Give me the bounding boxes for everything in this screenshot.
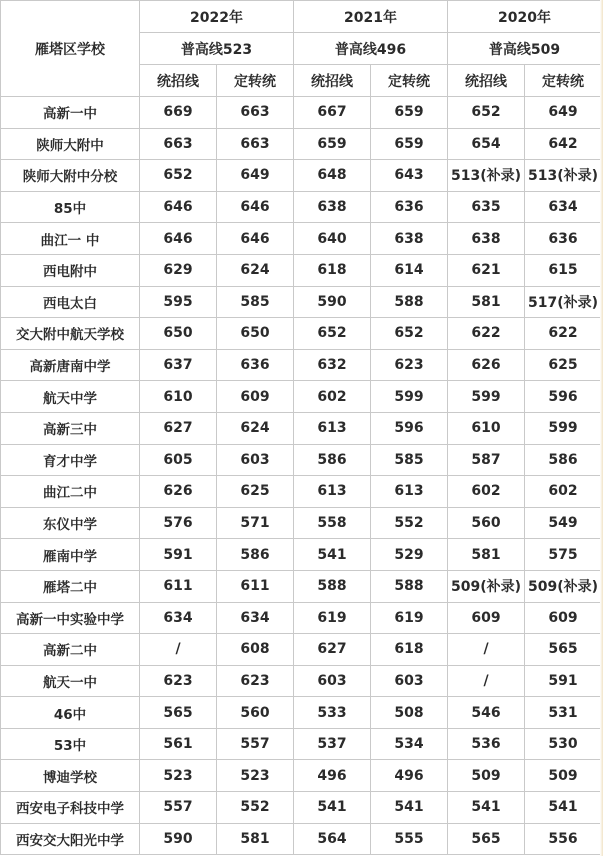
- score-cell: 536: [448, 728, 525, 760]
- score-cell: 646: [140, 223, 217, 255]
- score-cell: 623: [371, 349, 448, 381]
- score-cell: 638: [448, 223, 525, 255]
- score-cell: 509(补录): [525, 570, 602, 602]
- table-row: [1, 349, 602, 381]
- score-cell: 603: [217, 444, 294, 476]
- school-name-cell: 陕师大附中: [1, 128, 140, 160]
- table-row: [1, 634, 602, 666]
- school-name-cell: 高新一中: [1, 97, 140, 129]
- school-name-cell: 高新三中: [1, 412, 140, 444]
- school-name-cell: 东仪中学: [1, 507, 140, 539]
- score-cell: 523: [217, 760, 294, 792]
- score-cell: 529: [371, 539, 448, 571]
- score-cell: 663: [217, 97, 294, 129]
- school-name-cell: 西电太白: [1, 286, 140, 318]
- score-cell: 614: [371, 254, 448, 286]
- score-cell: 637: [140, 349, 217, 381]
- sub-header-unified: 统招线: [140, 65, 217, 97]
- school-name-cell: 陕师大附中分校: [1, 160, 140, 192]
- score-cell: 608: [217, 634, 294, 666]
- score-cell: 642: [525, 128, 602, 160]
- score-cell: 626: [140, 476, 217, 508]
- score-cell: 615: [525, 254, 602, 286]
- score-cell: 541: [294, 539, 371, 571]
- score-cell: 513(补录): [448, 160, 525, 192]
- score-cell: 625: [217, 476, 294, 508]
- table-row: [1, 160, 602, 192]
- score-cell: 531: [525, 697, 602, 729]
- score-cell: 552: [371, 507, 448, 539]
- table-row: [1, 286, 602, 318]
- school-name-cell: 53中: [1, 728, 140, 760]
- score-cell: 585: [371, 444, 448, 476]
- score-cell: 650: [217, 318, 294, 350]
- score-cell: /: [448, 634, 525, 666]
- table-row: [1, 728, 602, 760]
- score-cell: 561: [140, 728, 217, 760]
- score-cell: 557: [140, 792, 217, 824]
- score-cell: 610: [140, 381, 217, 413]
- score-cell: 623: [217, 665, 294, 697]
- school-name-cell: 航天中学: [1, 381, 140, 413]
- score-cell: 652: [140, 160, 217, 192]
- score-cell: 599: [448, 381, 525, 413]
- score-cell: 560: [217, 697, 294, 729]
- score-cell: 663: [140, 128, 217, 160]
- score-cell: 634: [140, 602, 217, 634]
- score-cell: 541: [371, 792, 448, 824]
- school-name-cell: 交大附中航天学校: [1, 318, 140, 350]
- score-cell: 652: [294, 318, 371, 350]
- score-cell: 623: [140, 665, 217, 697]
- year-header-2020: 2020年: [448, 1, 602, 33]
- score-cell: 603: [371, 665, 448, 697]
- header-row-years: [1, 1, 602, 33]
- score-cell: 581: [448, 286, 525, 318]
- score-cell: 622: [448, 318, 525, 350]
- score-cell: 636: [217, 349, 294, 381]
- year-header-2021: 2021年: [294, 1, 448, 33]
- sub-header-unified: 统招线: [294, 65, 371, 97]
- score-cell: 590: [140, 823, 217, 855]
- score-cell: 595: [140, 286, 217, 318]
- school-name-cell: 航天一中: [1, 665, 140, 697]
- score-cell: 613: [294, 412, 371, 444]
- score-cell: 558: [294, 507, 371, 539]
- score-cell: 581: [448, 539, 525, 571]
- table-row: [1, 191, 602, 223]
- score-cell: 649: [525, 97, 602, 129]
- score-cell: 586: [217, 539, 294, 571]
- score-cell: 576: [140, 507, 217, 539]
- score-cell: 629: [140, 254, 217, 286]
- score-cell: 636: [371, 191, 448, 223]
- score-cell: 648: [294, 160, 371, 192]
- school-name-cell: 西安交大阳光中学: [1, 823, 140, 855]
- score-cell: 622: [525, 318, 602, 350]
- score-cell: 659: [371, 97, 448, 129]
- score-cell: 609: [525, 602, 602, 634]
- score-cell: 634: [217, 602, 294, 634]
- score-cell: 635: [448, 191, 525, 223]
- table-row: [1, 539, 602, 571]
- table-row: [1, 697, 602, 729]
- score-cell: 609: [448, 602, 525, 634]
- school-name-cell: 85中: [1, 191, 140, 223]
- score-cell: 659: [371, 128, 448, 160]
- table-row: [1, 476, 602, 508]
- score-cell: 618: [294, 254, 371, 286]
- table-row: [1, 318, 602, 350]
- score-cell: 654: [448, 128, 525, 160]
- school-name-cell: 曲江二中: [1, 476, 140, 508]
- school-name-cell: 高新唐南中学: [1, 349, 140, 381]
- score-cell: 591: [525, 665, 602, 697]
- score-cell: 565: [448, 823, 525, 855]
- table-header: [1, 1, 602, 97]
- score-cell: 587: [448, 444, 525, 476]
- score-cell: 667: [294, 97, 371, 129]
- score-cell: 621: [448, 254, 525, 286]
- line-header-2021: 普高线496: [294, 33, 448, 65]
- school-name-cell: 博迪学校: [1, 760, 140, 792]
- score-cell: 565: [140, 697, 217, 729]
- school-name-cell: 雁塔二中: [1, 570, 140, 602]
- score-cell: 552: [217, 792, 294, 824]
- score-cell: 640: [294, 223, 371, 255]
- sub-header-transfer: 定转统: [371, 65, 448, 97]
- score-cell: 541: [294, 792, 371, 824]
- score-cell: 602: [294, 381, 371, 413]
- school-name-cell: 雁南中学: [1, 539, 140, 571]
- school-name-cell: 曲江一 中: [1, 223, 140, 255]
- score-cell: 586: [294, 444, 371, 476]
- score-cell: 555: [371, 823, 448, 855]
- score-cell: 625: [525, 349, 602, 381]
- score-cell: 560: [448, 507, 525, 539]
- score-cell: 659: [294, 128, 371, 160]
- table-body: [1, 97, 602, 855]
- score-cell: 591: [140, 539, 217, 571]
- score-cell: 646: [217, 223, 294, 255]
- score-cell: 650: [140, 318, 217, 350]
- score-cell: 496: [294, 760, 371, 792]
- score-cell: 611: [140, 570, 217, 602]
- score-cell: 556: [525, 823, 602, 855]
- score-cell: 509: [525, 760, 602, 792]
- score-cell: 586: [525, 444, 602, 476]
- school-name-cell: 46中: [1, 697, 140, 729]
- score-cell: 590: [294, 286, 371, 318]
- score-cell: 632: [294, 349, 371, 381]
- score-cell: 646: [140, 191, 217, 223]
- score-cell: 588: [294, 570, 371, 602]
- school-name-cell: 高新二中: [1, 634, 140, 666]
- score-cell: 613: [371, 476, 448, 508]
- score-cell: 509: [448, 760, 525, 792]
- score-cell: 508: [371, 697, 448, 729]
- score-cell: 599: [525, 412, 602, 444]
- score-cell: 523: [140, 760, 217, 792]
- score-cell: 627: [294, 634, 371, 666]
- score-cell: /: [448, 665, 525, 697]
- table-row: [1, 570, 602, 602]
- score-cell: 575: [525, 539, 602, 571]
- school-name-cell: 高新一中实验中学: [1, 602, 140, 634]
- line-header-2022: 普高线523: [140, 33, 294, 65]
- sub-header-unified: 统招线: [448, 65, 525, 97]
- score-cell: 537: [294, 728, 371, 760]
- score-cell: /: [140, 634, 217, 666]
- score-cell: 649: [217, 160, 294, 192]
- score-cell: 619: [371, 602, 448, 634]
- score-cell: 585: [217, 286, 294, 318]
- score-cell: 549: [525, 507, 602, 539]
- score-cell: 638: [294, 191, 371, 223]
- table-row: [1, 760, 602, 792]
- score-cell: 496: [371, 760, 448, 792]
- score-cell: 602: [525, 476, 602, 508]
- table-row: [1, 254, 602, 286]
- score-cell: 663: [217, 128, 294, 160]
- score-cell: 619: [294, 602, 371, 634]
- score-cell: 627: [140, 412, 217, 444]
- score-cell: 603: [294, 665, 371, 697]
- score-cell: 588: [371, 570, 448, 602]
- score-cell: 638: [371, 223, 448, 255]
- score-cell: 624: [217, 412, 294, 444]
- score-cell: 602: [448, 476, 525, 508]
- school-name-cell: 西电附中: [1, 254, 140, 286]
- score-cell: 652: [448, 97, 525, 129]
- score-cell: 517(补录): [525, 286, 602, 318]
- score-cell: 624: [217, 254, 294, 286]
- score-cell: 626: [448, 349, 525, 381]
- score-cell: 610: [448, 412, 525, 444]
- table-row: [1, 665, 602, 697]
- sub-header-transfer: 定转统: [217, 65, 294, 97]
- table-row: [1, 792, 602, 824]
- score-cell: 564: [294, 823, 371, 855]
- score-cell: 541: [525, 792, 602, 824]
- score-cell: 634: [525, 191, 602, 223]
- table-row: [1, 444, 602, 476]
- score-cell: 565: [525, 634, 602, 666]
- score-cell: 530: [525, 728, 602, 760]
- score-cell: 596: [371, 412, 448, 444]
- score-cell: 513(补录): [525, 160, 602, 192]
- score-cell: 636: [525, 223, 602, 255]
- score-cell: 618: [371, 634, 448, 666]
- table-row: [1, 507, 602, 539]
- table-row: [1, 128, 602, 160]
- score-cell: 588: [371, 286, 448, 318]
- score-cell: 646: [217, 191, 294, 223]
- score-cell: 596: [525, 381, 602, 413]
- score-cell: 652: [371, 318, 448, 350]
- table-row: [1, 602, 602, 634]
- table-row: [1, 381, 602, 413]
- score-cell: 609: [217, 381, 294, 413]
- score-cell: 669: [140, 97, 217, 129]
- year-header-2022: 2022年: [140, 1, 294, 33]
- table-row: [1, 223, 602, 255]
- score-cell: 571: [217, 507, 294, 539]
- score-cell: 546: [448, 697, 525, 729]
- score-cell: 581: [217, 823, 294, 855]
- score-cell: 534: [371, 728, 448, 760]
- score-cell: 509(补录): [448, 570, 525, 602]
- score-cell: 557: [217, 728, 294, 760]
- school-name-cell: 育才中学: [1, 444, 140, 476]
- score-cell: 605: [140, 444, 217, 476]
- school-name-cell: 西安电子科技中学: [1, 792, 140, 824]
- school-column-header: 雁塔区学校: [1, 1, 140, 97]
- score-cell: 611: [217, 570, 294, 602]
- line-header-2020: 普高线509: [448, 33, 602, 65]
- score-cell: 643: [371, 160, 448, 192]
- score-cell: 533: [294, 697, 371, 729]
- sub-header-transfer: 定转统: [525, 65, 602, 97]
- table-row: [1, 412, 602, 444]
- score-cell: 613: [294, 476, 371, 508]
- score-cell: 599: [371, 381, 448, 413]
- score-cell: 541: [448, 792, 525, 824]
- table-row: [1, 823, 602, 855]
- table-row: [1, 97, 602, 129]
